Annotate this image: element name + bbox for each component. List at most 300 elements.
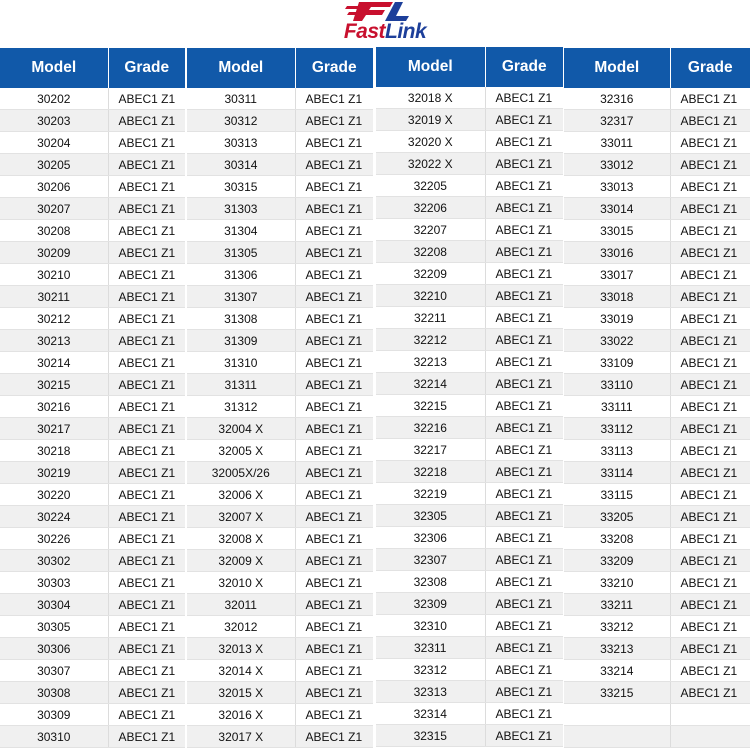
table-row — [187, 572, 373, 594]
model-cell: 33214 — [564, 660, 670, 682]
table-row — [564, 726, 750, 748]
grade-cell: ABEC1 Z1 — [108, 528, 185, 550]
table-row — [376, 153, 563, 175]
grade-cell: ABEC1 Z1 — [670, 110, 750, 132]
grade-cell: ABEC1 Z1 — [108, 242, 185, 264]
model-cell: 30305 — [0, 616, 108, 638]
table-row — [187, 308, 373, 330]
model-header: Model — [187, 48, 295, 88]
table-row — [187, 88, 373, 110]
grade-cell: ABEC1 Z1 — [295, 88, 373, 110]
grade-cell: ABEC1 Z1 — [108, 330, 185, 352]
model-cell: 33016 — [564, 242, 670, 264]
model-cell: 31303 — [187, 198, 295, 220]
grade-cell: ABEC1 Z1 — [108, 484, 185, 506]
table-row — [564, 660, 750, 682]
table-row — [564, 176, 750, 198]
table-row — [0, 594, 185, 616]
grade-cell: ABEC1 Z1 — [485, 351, 563, 373]
model-cell: 30204 — [0, 132, 108, 154]
grade-cell: ABEC1 Z1 — [670, 572, 750, 594]
grade-cell: ABEC1 Z1 — [295, 110, 373, 132]
table-row — [376, 131, 563, 153]
model-cell: 33013 — [564, 176, 670, 198]
model-cell: 31307 — [187, 286, 295, 308]
model-cell: 31305 — [187, 242, 295, 264]
table-row — [564, 154, 750, 176]
table-row — [0, 286, 185, 308]
model-cell: 33011 — [564, 132, 670, 154]
grade-cell: ABEC1 Z1 — [485, 571, 563, 593]
model-cell: 32015 X — [187, 682, 295, 704]
model-cell: 32211 — [376, 307, 485, 329]
table-row — [564, 264, 750, 286]
table-row — [0, 616, 185, 638]
grade-cell: ABEC1 Z1 — [485, 505, 563, 527]
table-row — [376, 571, 563, 593]
grade-cell: ABEC1 Z1 — [485, 659, 563, 681]
grade-cell: ABEC1 Z1 — [295, 484, 373, 506]
grade-cell: ABEC1 Z1 — [108, 110, 185, 132]
model-cell: 31310 — [187, 352, 295, 374]
grade-cell: ABEC1 Z1 — [485, 241, 563, 263]
model-cell: 30310 — [0, 726, 108, 748]
model-cell: 33022 — [564, 330, 670, 352]
grade-cell: ABEC1 Z1 — [670, 308, 750, 330]
table-row — [376, 307, 563, 329]
model-cell: 30307 — [0, 660, 108, 682]
model-cell: 30302 — [0, 550, 108, 572]
grade-cell: ABEC1 Z1 — [670, 616, 750, 638]
grade-cell: ABEC1 Z1 — [108, 616, 185, 638]
grade-cell: ABEC1 Z1 — [670, 198, 750, 220]
grade-cell: ABEC1 Z1 — [485, 87, 563, 109]
table-row — [376, 637, 563, 659]
table-row — [376, 219, 563, 241]
model-cell: 32213 — [376, 351, 485, 373]
table-row — [187, 616, 373, 638]
table-row — [376, 527, 563, 549]
model-cell: 32022 X — [376, 153, 485, 175]
table-row — [376, 703, 563, 725]
model-cell: 32212 — [376, 329, 485, 351]
model-cell: 32009 X — [187, 550, 295, 572]
table-row — [187, 264, 373, 286]
table-row — [564, 704, 750, 726]
model-cell: 32208 — [376, 241, 485, 263]
grade-cell: ABEC1 Z1 — [670, 660, 750, 682]
table-row — [0, 110, 185, 132]
model-cell: 33213 — [564, 638, 670, 660]
table-row — [564, 506, 750, 528]
table-row — [564, 132, 750, 154]
model-cell: 32206 — [376, 197, 485, 219]
grade-cell: ABEC1 Z1 — [670, 462, 750, 484]
model-cell: 32214 — [376, 373, 485, 395]
grade-cell: ABEC1 Z1 — [670, 88, 750, 110]
grade-cell: ABEC1 Z1 — [485, 307, 563, 329]
model-cell: 30219 — [0, 462, 108, 484]
grade-cell: ABEC1 Z1 — [485, 681, 563, 703]
grade-cell: ABEC1 Z1 — [670, 286, 750, 308]
table-row — [187, 286, 373, 308]
table-row — [564, 682, 750, 704]
grade-cell: ABEC1 Z1 — [670, 638, 750, 660]
table-row — [0, 198, 185, 220]
table-row — [187, 330, 373, 352]
grade-cell: ABEC1 Z1 — [670, 418, 750, 440]
model-cell: 32018 X — [376, 87, 485, 109]
model-cell: 32016 X — [187, 704, 295, 726]
grade-cell: ABEC1 Z1 — [485, 109, 563, 131]
grade-cell: ABEC1 Z1 — [485, 549, 563, 571]
model-cell: 32017 X — [187, 726, 295, 748]
grade-cell: ABEC1 Z1 — [670, 506, 750, 528]
table-row — [376, 439, 563, 461]
model-cell: 33209 — [564, 550, 670, 572]
grade-cell: ABEC1 Z1 — [295, 176, 373, 198]
table-row — [187, 176, 373, 198]
grade-cell: ABEC1 Z1 — [295, 352, 373, 374]
grade-cell: ABEC1 Z1 — [485, 725, 563, 747]
grade-cell: ABEC1 Z1 — [108, 572, 185, 594]
grade-cell: ABEC1 Z1 — [485, 417, 563, 439]
model-cell: 32317 — [564, 110, 670, 132]
table-row — [564, 352, 750, 374]
table-row — [187, 154, 373, 176]
model-header: Model — [564, 48, 670, 88]
model-cell: 32219 — [376, 483, 485, 505]
table-row — [0, 726, 185, 748]
model-cell: 33210 — [564, 572, 670, 594]
table-row — [0, 308, 185, 330]
model-cell: 33215 — [564, 682, 670, 704]
table-row — [564, 528, 750, 550]
table-row — [564, 220, 750, 242]
table-row — [187, 462, 373, 484]
model-cell: 33205 — [564, 506, 670, 528]
table-row — [376, 461, 563, 483]
model-cell: 32307 — [376, 549, 485, 571]
model-cell: 32205 — [376, 175, 485, 197]
grade-cell: ABEC1 Z1 — [295, 506, 373, 528]
model-cell: 32312 — [376, 659, 485, 681]
table-row — [0, 242, 185, 264]
grade-cell: ABEC1 Z1 — [670, 396, 750, 418]
grade-cell: ABEC1 Z1 — [670, 484, 750, 506]
grade-cell: ABEC1 Z1 — [295, 726, 373, 748]
table-row — [564, 396, 750, 418]
table-row — [187, 418, 373, 440]
table-row — [0, 330, 185, 352]
grade-cell: ABEC1 Z1 — [485, 615, 563, 637]
grade-cell — [670, 704, 750, 726]
grade-cell: ABEC1 Z1 — [295, 704, 373, 726]
model-cell: 32006 X — [187, 484, 295, 506]
model-cell: 32314 — [376, 703, 485, 725]
model-cell: 31311 — [187, 374, 295, 396]
table-row — [376, 593, 563, 615]
grade-cell: ABEC1 Z1 — [295, 418, 373, 440]
table-row — [187, 660, 373, 682]
table-row — [0, 220, 185, 242]
grade-cell: ABEC1 Z1 — [295, 198, 373, 220]
bearing-table-col-1 — [0, 48, 185, 748]
model-cell: 30306 — [0, 638, 108, 660]
model-cell: 30313 — [187, 132, 295, 154]
grade-cell: ABEC1 Z1 — [485, 175, 563, 197]
grade-cell: ABEC1 Z1 — [485, 703, 563, 725]
bearing-table-col-3 — [376, 47, 563, 747]
grade-cell: ABEC1 Z1 — [295, 154, 373, 176]
table-row — [187, 396, 373, 418]
model-cell: 32207 — [376, 219, 485, 241]
table-row — [0, 352, 185, 374]
table-row — [564, 484, 750, 506]
model-cell: 33113 — [564, 440, 670, 462]
brand-logo — [0, 0, 750, 46]
grade-cell: ABEC1 Z1 — [108, 220, 185, 242]
grade-cell: ABEC1 Z1 — [295, 220, 373, 242]
grade-cell: ABEC1 Z1 — [295, 462, 373, 484]
grade-cell: ABEC1 Z1 — [485, 263, 563, 285]
table-row — [564, 572, 750, 594]
model-cell: 31312 — [187, 396, 295, 418]
model-cell: 32014 X — [187, 660, 295, 682]
grade-cell: ABEC1 Z1 — [295, 616, 373, 638]
model-cell: 30205 — [0, 154, 108, 176]
grade-cell: ABEC1 Z1 — [295, 528, 373, 550]
model-cell: 32013 X — [187, 638, 295, 660]
table-row — [376, 417, 563, 439]
grade-cell: ABEC1 Z1 — [295, 374, 373, 396]
model-cell: 33014 — [564, 198, 670, 220]
model-cell: 30202 — [0, 88, 108, 110]
model-cell: 30312 — [187, 110, 295, 132]
grade-cell: ABEC1 Z1 — [670, 330, 750, 352]
grade-header: Grade — [295, 48, 373, 88]
model-cell: 30314 — [187, 154, 295, 176]
model-cell: 30226 — [0, 528, 108, 550]
model-cell: 30224 — [0, 506, 108, 528]
grade-cell: ABEC1 Z1 — [295, 132, 373, 154]
model-cell: 30217 — [0, 418, 108, 440]
table-row — [0, 484, 185, 506]
table-row — [376, 373, 563, 395]
grade-cell: ABEC1 Z1 — [108, 132, 185, 154]
table-row — [187, 132, 373, 154]
model-cell: 30220 — [0, 484, 108, 506]
table-row — [564, 550, 750, 572]
table-row — [0, 396, 185, 418]
grade-cell: ABEC1 Z1 — [485, 153, 563, 175]
table-row — [0, 462, 185, 484]
grade-cell: ABEC1 Z1 — [485, 219, 563, 241]
model-cell: 30203 — [0, 110, 108, 132]
table-row — [0, 572, 185, 594]
table-row — [0, 440, 185, 462]
model-cell: 32005 X — [187, 440, 295, 462]
grade-cell: ABEC1 Z1 — [485, 395, 563, 417]
table-row — [376, 725, 563, 747]
table-row — [0, 638, 185, 660]
table-row — [564, 594, 750, 616]
table-row — [187, 594, 373, 616]
model-cell: 30311 — [187, 88, 295, 110]
model-cell: 32004 X — [187, 418, 295, 440]
grade-cell: ABEC1 Z1 — [295, 638, 373, 660]
table-row — [187, 352, 373, 374]
model-cell: 30209 — [0, 242, 108, 264]
table-row — [564, 616, 750, 638]
grade-cell: ABEC1 Z1 — [485, 461, 563, 483]
model-cell: 30215 — [0, 374, 108, 396]
table-row — [564, 374, 750, 396]
grade-cell: ABEC1 Z1 — [108, 660, 185, 682]
model-cell: 33114 — [564, 462, 670, 484]
table-row — [376, 263, 563, 285]
table-row — [187, 550, 373, 572]
table-row — [0, 550, 185, 572]
model-cell: 30211 — [0, 286, 108, 308]
model-cell — [564, 704, 670, 726]
table-row — [0, 528, 185, 550]
bearing-table-col-2 — [187, 48, 373, 748]
model-cell: 30218 — [0, 440, 108, 462]
grade-cell: ABEC1 Z1 — [670, 132, 750, 154]
grade-cell: ABEC1 Z1 — [108, 682, 185, 704]
grade-cell: ABEC1 Z1 — [485, 483, 563, 505]
table-row — [376, 659, 563, 681]
table-row — [376, 351, 563, 373]
grade-cell: ABEC1 Z1 — [670, 220, 750, 242]
model-cell: 32217 — [376, 439, 485, 461]
model-cell: 33109 — [564, 352, 670, 374]
model-cell: 30309 — [0, 704, 108, 726]
model-cell: 32310 — [376, 615, 485, 637]
model-cell: 32315 — [376, 725, 485, 747]
model-cell: 31309 — [187, 330, 295, 352]
grade-cell: ABEC1 Z1 — [485, 197, 563, 219]
model-cell: 30207 — [0, 198, 108, 220]
table-row — [187, 242, 373, 264]
grade-header: Grade — [108, 48, 185, 88]
grade-cell: ABEC1 Z1 — [108, 396, 185, 418]
model-cell: 31304 — [187, 220, 295, 242]
table-row — [187, 506, 373, 528]
logo-fast-text: Fast — [343, 20, 385, 43]
model-cell: 33212 — [564, 616, 670, 638]
table-row — [187, 198, 373, 220]
model-cell: 30216 — [0, 396, 108, 418]
table-row — [187, 704, 373, 726]
table-row — [0, 682, 185, 704]
grade-cell: ABEC1 Z1 — [108, 704, 185, 726]
table-row — [187, 528, 373, 550]
table-row — [0, 132, 185, 154]
grade-cell: ABEC1 Z1 — [670, 550, 750, 572]
model-cell: 30208 — [0, 220, 108, 242]
grade-cell: ABEC1 Z1 — [295, 396, 373, 418]
model-cell: 33211 — [564, 594, 670, 616]
model-cell: 32209 — [376, 263, 485, 285]
table-row — [376, 87, 563, 109]
grade-cell: ABEC1 Z1 — [295, 308, 373, 330]
table-row — [0, 506, 185, 528]
model-cell: 33112 — [564, 418, 670, 440]
grade-cell: ABEC1 Z1 — [295, 594, 373, 616]
table-row — [564, 88, 750, 110]
grade-cell: ABEC1 Z1 — [670, 242, 750, 264]
grade-cell: ABEC1 Z1 — [108, 506, 185, 528]
table-row — [564, 440, 750, 462]
table-row — [564, 418, 750, 440]
grade-cell: ABEC1 Z1 — [485, 285, 563, 307]
grade-cell: ABEC1 Z1 — [108, 594, 185, 616]
model-cell: 33111 — [564, 396, 670, 418]
model-cell: 32216 — [376, 417, 485, 439]
model-cell: 32309 — [376, 593, 485, 615]
model-cell: 30206 — [0, 176, 108, 198]
grade-cell: ABEC1 Z1 — [670, 528, 750, 550]
fastlink-logo-mark-icon — [345, 0, 415, 22]
model-cell: 32311 — [376, 637, 485, 659]
model-cell: 32019 X — [376, 109, 485, 131]
table-row — [564, 286, 750, 308]
table-row — [187, 440, 373, 462]
table-row — [376, 197, 563, 219]
table-row — [376, 395, 563, 417]
table-row — [376, 549, 563, 571]
grade-cell: ABEC1 Z1 — [485, 131, 563, 153]
model-cell: 30308 — [0, 682, 108, 704]
table-row — [564, 198, 750, 220]
table-row — [0, 704, 185, 726]
model-cell: 32218 — [376, 461, 485, 483]
table-row — [187, 220, 373, 242]
model-cell: 33017 — [564, 264, 670, 286]
grade-cell: ABEC1 Z1 — [295, 330, 373, 352]
grade-cell: ABEC1 Z1 — [485, 593, 563, 615]
model-cell: 30213 — [0, 330, 108, 352]
model-cell: 30214 — [0, 352, 108, 374]
model-cell: 32210 — [376, 285, 485, 307]
model-cell: 30304 — [0, 594, 108, 616]
grade-cell: ABEC1 Z1 — [670, 154, 750, 176]
grade-cell: ABEC1 Z1 — [670, 352, 750, 374]
model-cell: 32020 X — [376, 131, 485, 153]
grade-cell: ABEC1 Z1 — [295, 242, 373, 264]
grade-cell: ABEC1 Z1 — [295, 550, 373, 572]
grade-cell: ABEC1 Z1 — [295, 682, 373, 704]
model-cell: 30212 — [0, 308, 108, 330]
table-row — [0, 154, 185, 176]
table-row — [376, 483, 563, 505]
grade-cell: ABEC1 Z1 — [670, 374, 750, 396]
grade-cell: ABEC1 Z1 — [108, 726, 185, 748]
model-header: Model — [376, 47, 485, 87]
table-row — [187, 374, 373, 396]
model-cell: 33012 — [564, 154, 670, 176]
table-row — [564, 308, 750, 330]
fastlink-wordmark — [335, 20, 435, 44]
model-cell: 30303 — [0, 572, 108, 594]
model-cell: 32316 — [564, 88, 670, 110]
grade-cell: ABEC1 Z1 — [670, 682, 750, 704]
grade-cell — [670, 726, 750, 748]
table-row — [564, 110, 750, 132]
table-row — [0, 176, 185, 198]
